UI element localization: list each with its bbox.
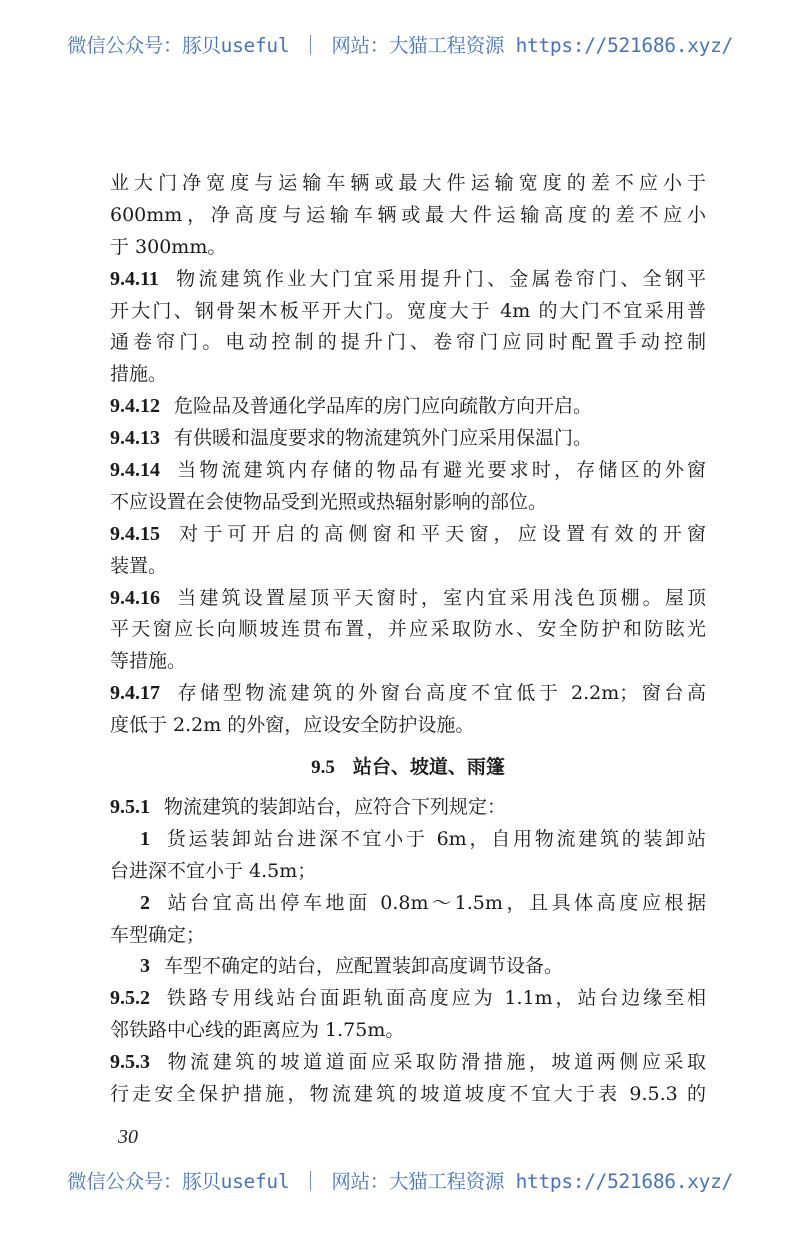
text-line: 于 300mm。 (110, 235, 227, 258)
section-number: 9.5 (311, 757, 335, 779)
clause-text: 对于可开启的高侧窗和平天窗，应设置有效的开窗 (174, 522, 706, 545)
clause-text: 当物流建筑内存储的物品有避光要求时，存储区的外窗 (174, 459, 706, 482)
text-line: 业大门净宽度与运输车辆或最大件运输宽度的差不应小于 (110, 172, 706, 194)
text-line: 装置。 (110, 554, 168, 577)
clause-text: 当建筑设置屋顶平天窗时，室内宜采用浅色顶棚。屋顶 (174, 586, 706, 609)
clause-text: 物流建筑的装卸站台，应符合下列规定： (164, 796, 507, 819)
list-item-3 (110, 951, 706, 983)
clause-9-4-11 (110, 264, 706, 296)
list-item-2 (110, 888, 706, 920)
text-line: 平天窗应长向顺坡连贯布置，并应采取防水、安全防护和防眩光 (110, 618, 706, 641)
clause-9-4-13 (110, 423, 706, 455)
clause-text: 有供暖和温度要求的物流建筑外门应采用保温门。 (174, 427, 593, 450)
clause-9-4-15 (110, 519, 706, 551)
clause-number: 9.4.17 (110, 682, 160, 705)
watermark-bottom: 微信公众号：豚贝useful ｜ 网站：大猫工程资源 https://521686.xyz/ (67, 1170, 733, 1193)
clause-number: 9.4.15 (110, 522, 160, 545)
text-line: 不应设置在会使物品受到光照或热辐射影响的部位。 (110, 490, 548, 513)
text-line: 通卷帘门。电动控制的提升门、卷帘门应同时配置手动控制 (110, 331, 706, 354)
clause-text: 物流建筑的坡道道面应采取防滑措施，坡道两侧应采取 (164, 1051, 706, 1074)
list-item-1 (110, 824, 706, 856)
text-line: 措施。 (110, 363, 168, 386)
item-number: 3 (140, 955, 150, 978)
clause-9-4-14 (110, 455, 706, 487)
clause-9-5-3 (110, 1047, 706, 1079)
text-line: 600mm，净高度与运输车辆或最大件运输高度的差不应小 (110, 203, 706, 226)
clause-text: 铁路专用线站台面距轨面高度应为 1.1m，站台边缘至相 (164, 987, 706, 1010)
document-body (110, 168, 706, 1111)
clause-9-4-16 (110, 583, 706, 615)
clause-text: 物流建筑作业大门宜采用提升门、金属卷帘门、全钢平 (172, 267, 706, 290)
item-text: 站台宜高出停车地面 0.8m～1.5m，且具体高度应根据 (164, 891, 706, 914)
clause-number: 9.5.2 (110, 987, 150, 1010)
clause-9-4-17 (110, 678, 706, 710)
text-line: 台进深不宜小于 4.5m； (110, 859, 317, 882)
section-heading (110, 742, 706, 792)
clause-9-5-1 (110, 792, 706, 824)
clause-text: 危险品及普通化学品库的房门应向疏散方向开启。 (174, 395, 593, 418)
page-number: 30 (118, 1126, 138, 1148)
clause-text: 存储型物流建筑的外窗台高度不宜低于 2.2m；窗台高 (174, 682, 706, 705)
text-line: 度低于 2.2m 的外窗，应设安全防护设施。 (110, 714, 475, 737)
item-number: 1 (140, 827, 150, 850)
clause-number: 9.4.16 (110, 586, 160, 609)
clause-9-4-12 (110, 391, 706, 423)
text-line: 行走安全保护措施，物流建筑的坡道坡度不宜大于表 9.5.3 的 (110, 1083, 706, 1106)
clause-number: 9.4.14 (110, 459, 160, 482)
clause-number: 9.4.11 (110, 267, 159, 290)
clause-number: 9.4.13 (110, 427, 160, 450)
item-number: 2 (140, 891, 150, 914)
clause-number: 9.4.12 (110, 395, 160, 418)
text-line: 邻铁路中心线的距离应为 1.75m。 (110, 1019, 405, 1042)
text-line: 开大门、钢骨架木板平开大门。宽度大于 4m 的大门不宜采用普 (110, 299, 706, 322)
watermark-top: 微信公众号：豚贝useful ｜ 网站：大猫工程资源 https://521686.xyz/ (67, 34, 733, 57)
clause-number: 9.5.3 (110, 1051, 150, 1074)
clause-9-5-2 (110, 983, 706, 1015)
clause-number: 9.5.1 (110, 796, 150, 819)
section-title: 站台、坡道、雨篷 (352, 756, 505, 779)
item-text: 货运装卸站台进深不宜小于 6m，自用物流建筑的装卸站 (164, 827, 706, 850)
text-line: 等措施。 (110, 650, 187, 673)
item-text: 车型不确定的站台，应配置装卸高度调节设备。 (164, 955, 564, 978)
text-line: 车型确定； (110, 923, 206, 946)
